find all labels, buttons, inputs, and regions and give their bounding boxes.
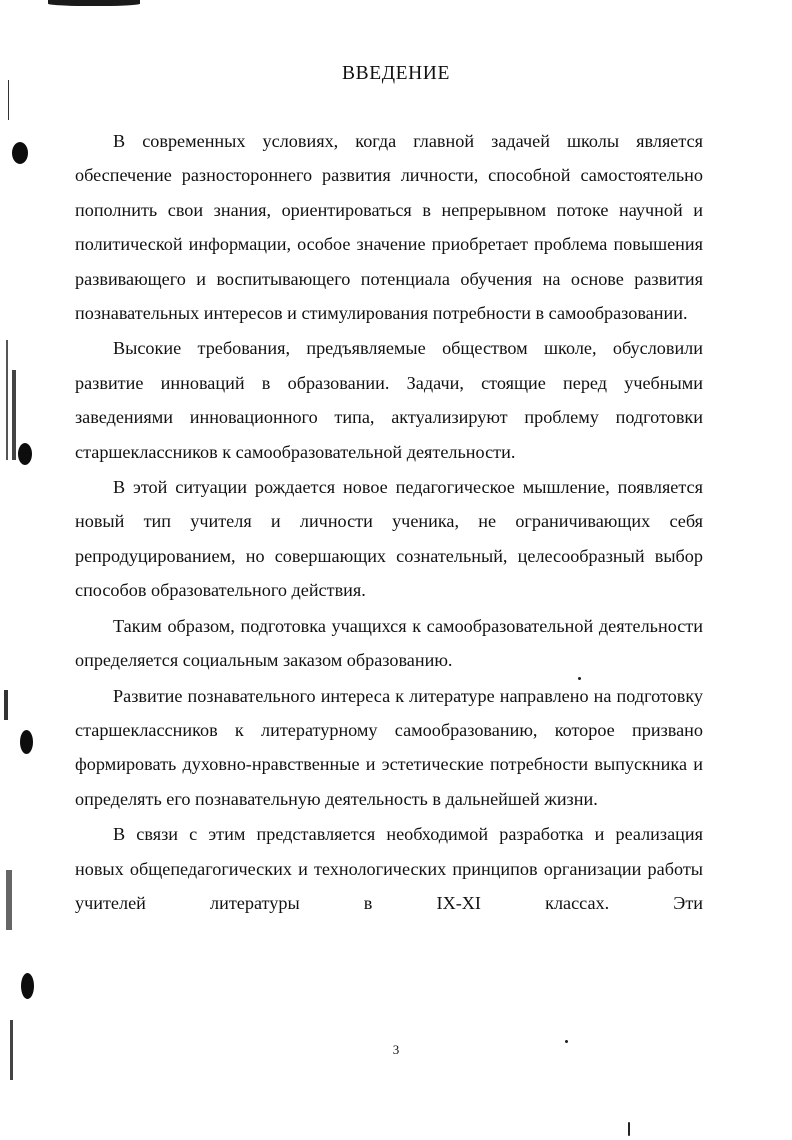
document-body bbox=[75, 124, 703, 920]
scan-edge-line bbox=[12, 370, 16, 460]
paragraph: Высокие требования, предъявляемые обществом школе, обусловили развитие инноваций в образовании. Задачи, стоящие перед учебными заведениями инновационного типа, актуализируют проблему подготовки старшеклассников к самообразовательной деятельности. bbox=[75, 338, 703, 462]
punch-hole-mark bbox=[18, 443, 32, 465]
paragraph: Развитие познавательного интереса к литературе направлено на подготовку старшеклассников к литературному самообразованию, которое призвано формировать духовно-нравственные и эстетические потребности выпускника и определять его познавательную деятельность в дальнейшей жизни. bbox=[75, 685, 703, 809]
paragraph: В этой ситуации рождается новое педагогическое мышление, появляется новый тип учителя и личности ученика, не ограничивающих себя репродуцированием, но совершающих сознательный, целесообразный выбор способов образовательного действия. bbox=[75, 477, 703, 601]
scan-edge-line bbox=[6, 870, 12, 930]
paragraph: Таким образом, подготовка учащихся к самообразовательной деятельности определяется социальным заказом образованию. bbox=[75, 615, 703, 671]
scan-speck bbox=[628, 1122, 630, 1136]
punch-hole-mark bbox=[12, 142, 28, 164]
scan-edge-line bbox=[4, 690, 8, 720]
scan-edge-line bbox=[6, 340, 8, 460]
document-title: ВВЕДЕНИЕ bbox=[341, 63, 450, 84]
punch-hole-mark bbox=[20, 730, 33, 754]
scan-edge-mark bbox=[48, 0, 140, 6]
paragraph: В современных условиях, когда главной задачей школы является обеспечение разностороннего развития личности, способной самостоятельно пополнить свои знания, ориентироваться в непрерывном потоке научной и политической информации, особое значение приобретает проблема повышения развивающего и воспитывающего потенциала обучения на основе развития познавательных интересов и стимулирования потребности в самообразовании. bbox=[75, 131, 703, 324]
page-number: 3 bbox=[392, 1042, 400, 1057]
paragraph: В связи с этим представляется необходимой разработка и реализация новых общепедагогических и технологических принципов организации работы учителей литературы в IX-XI классах. Эти bbox=[75, 824, 703, 913]
punch-hole-mark bbox=[21, 973, 34, 999]
